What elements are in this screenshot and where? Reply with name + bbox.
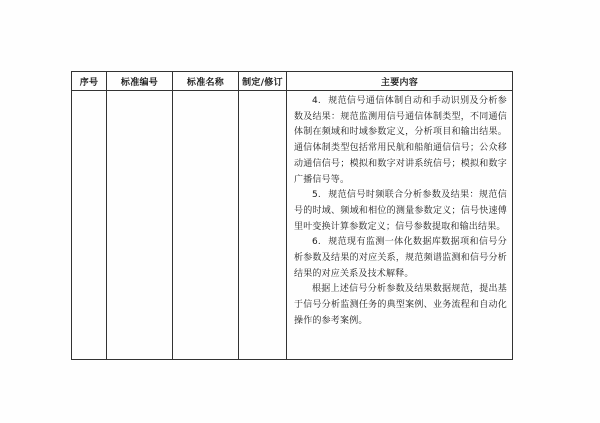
cell-std-code [107, 91, 173, 360]
cell-main-content [287, 91, 513, 360]
paragraph-number: 6. [312, 237, 321, 248]
header-seq: 序号 [72, 72, 107, 91]
content-paragraph-summary [294, 282, 507, 329]
standards-table [71, 71, 513, 360]
paragraph-text: 规范信号时频联合分析参数及结果：规范信号的时域、频域和相位的测量参数定义；信号快速傅里叶变换计算参数定义；信号参数提取和输出结果。 [294, 190, 507, 232]
header-std-name: 标准名称 [173, 72, 239, 91]
header-formulate-revise: 制定/修订 [239, 72, 287, 91]
cell-std-name [173, 91, 239, 360]
paragraph-text: 规范信号通信体制自动和手动识别及分析参数及结果：规范监测用信号通信体制类型，不同通信体制在频域和时域参数定义，分析项目和输出结果。通信体制类型包括常用民航和船舶通信信号；公众移动通信信号；模拟和数字对讲系统信号；模拟和数字广播信号等。 [294, 96, 507, 185]
content-paragraph-6 [294, 235, 507, 282]
content-paragraph-5 [294, 188, 507, 235]
table-row [72, 91, 513, 360]
paragraph-number: 4. [312, 96, 321, 106]
cell-formulate-revise [239, 91, 287, 360]
header-std-code: 标准编号 [107, 72, 173, 91]
paragraph-text: 根据上述信号分析参数及结果数据规范，提出基于信号分析监测任务的典型案例、业务流程和自动化操作的参考案例。 [294, 284, 507, 326]
header-main-content: 主要内容 [287, 72, 513, 91]
cell-seq [72, 91, 107, 360]
content-paragraph-4 [294, 94, 507, 188]
paragraph-text: 规范现有监测一体化数据库数据项和信号分析参数及结果的对应关系，规范频谱监测和信号分析结果的对应关系及技术解释。 [294, 237, 507, 279]
table-header-row [72, 72, 513, 91]
paragraph-number: 5. [312, 190, 321, 201]
